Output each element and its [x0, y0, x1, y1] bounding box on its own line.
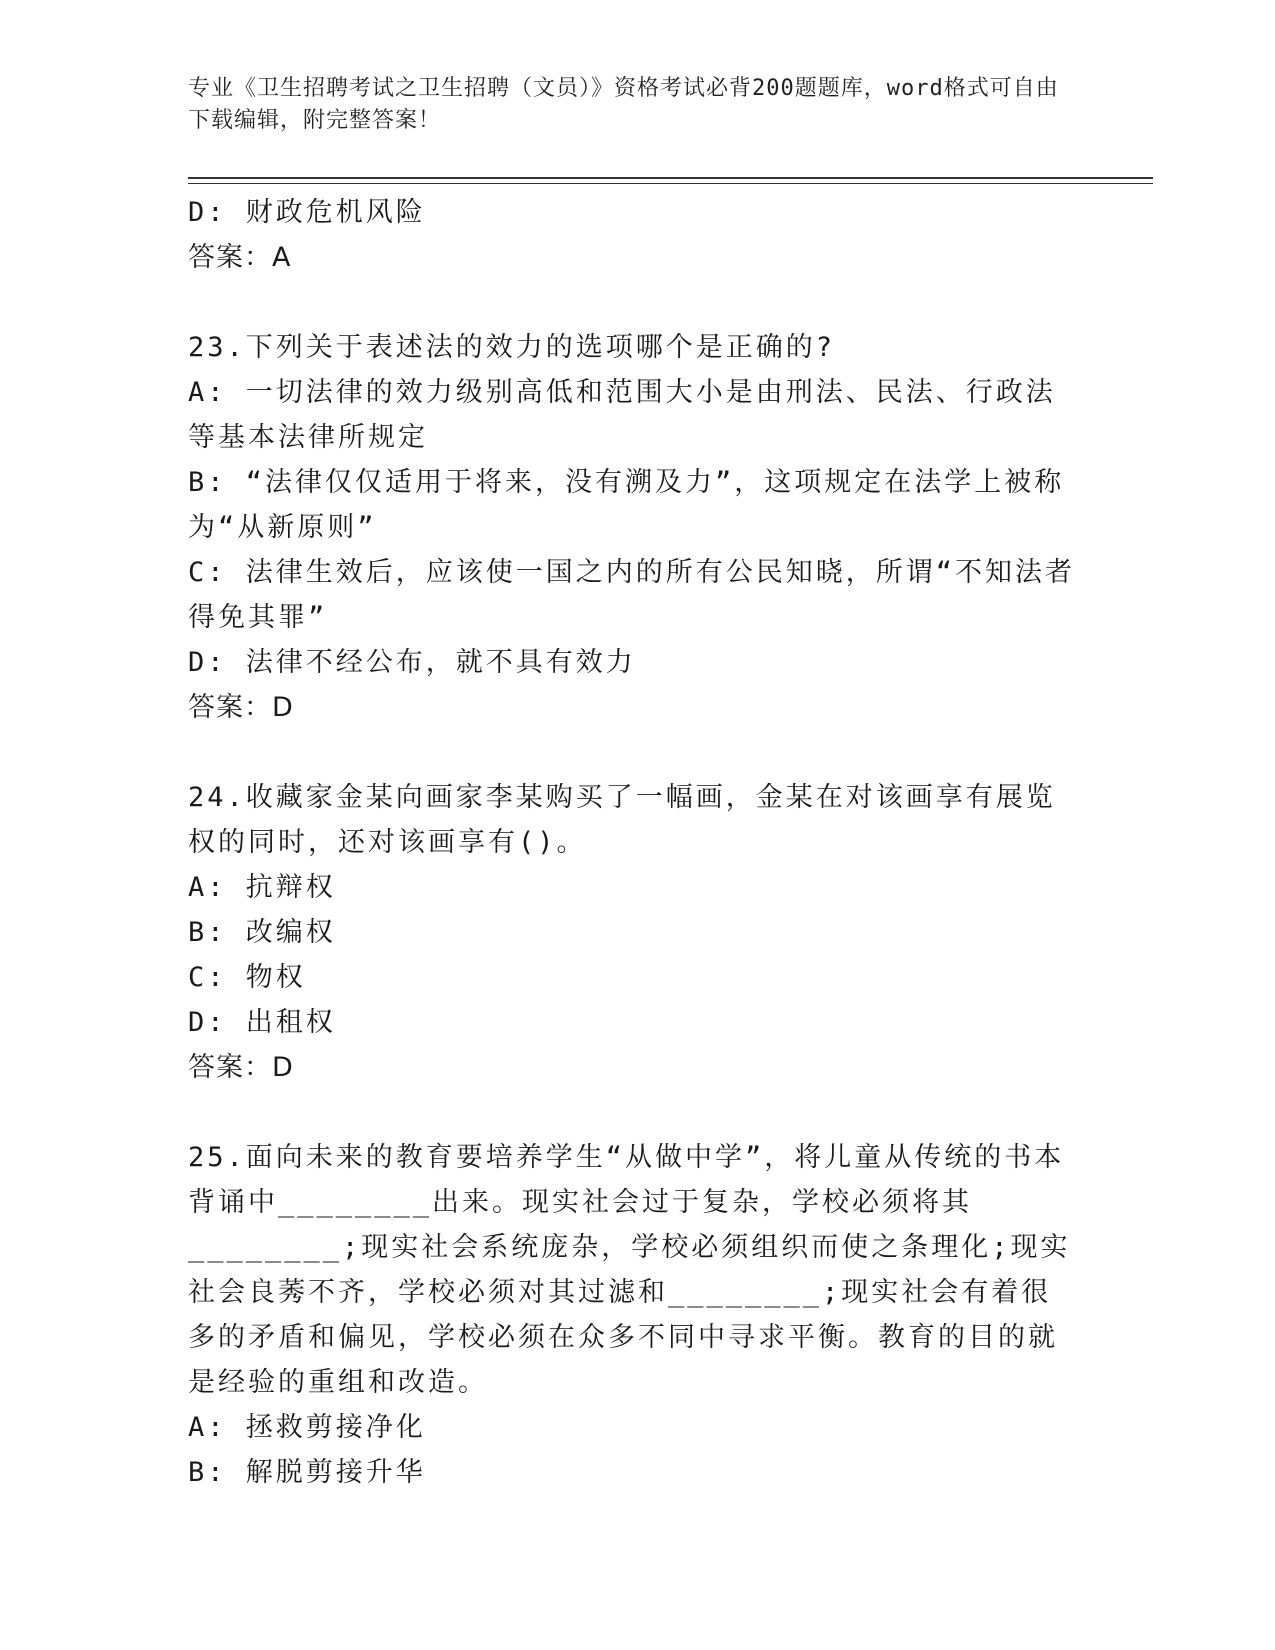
header-text: 专业《卫生招聘考试之卫生招聘（文员）》资格考试必背200题题库，word格式可自由下载编辑，附完整答案！ — [188, 76, 1059, 133]
answer-value: A — [272, 242, 292, 273]
option-d: D: 法律不经公布，就不具有效力 — [188, 647, 636, 678]
option-a: A: 抗辩权 — [188, 872, 336, 903]
spacer — [188, 1090, 1078, 1135]
option-b: B: 改编权 — [188, 917, 336, 948]
answer-label: 答案： — [188, 692, 272, 723]
option-d: D: 出租权 — [188, 1007, 336, 1038]
answer-line — [188, 685, 1078, 730]
option-c: C: 物权 — [188, 962, 306, 993]
option-a: A: 拯救剪接净化 — [188, 1412, 426, 1443]
answer-value: D — [272, 692, 294, 723]
question-24 — [188, 775, 1078, 1090]
option-b: B: 解脱剪接升华 — [188, 1457, 426, 1488]
answer-line — [188, 235, 1078, 280]
option-b: B: “法律仅仅适用于将来，没有溯及力”，这项规定在法学上被称为“从新原则” — [188, 467, 1065, 543]
question-stem: 24.收藏家金某向画家李某购买了一幅画，金某在对该画享有展览权的同时，还对该画享有()。 — [188, 782, 1056, 858]
spacer — [188, 730, 1078, 775]
option-a: A: 一切法律的效力级别高低和范围大小是由刑法、民法、行政法等基本法律所规定 — [188, 377, 1056, 453]
answer-label: 答案： — [188, 1052, 272, 1083]
question-stem: 25.面向未来的教育要培养学生“从做中学”，将儿童从传统的书本背诵中________出来。现实社会过于复杂，学校必须将其________;现实社会系统庞杂，学校必须组织而使之条理化;现实社会良莠不齐，学校必须对其过滤和________;现实社会有着很多的矛盾和偏见，学校必须在众多不同中寻求平衡。教育的目的就是经验的重组和改造。 — [188, 1142, 1071, 1398]
answer-label: 答案： — [188, 242, 272, 273]
header-divider-thick — [188, 177, 1153, 179]
page-header — [188, 73, 1068, 137]
option-c: C: 法律生效后，应该使一国之内的所有公民知晓，所谓“不知法者得免其罪” — [188, 557, 1076, 633]
spacer — [188, 280, 1078, 325]
option-d: D: 财政危机风险 — [188, 197, 426, 228]
page-content — [188, 190, 1078, 1495]
question-stem: 23.下列关于表述法的效力的选项哪个是正确的? — [188, 332, 836, 363]
question-22-fragment — [188, 190, 1078, 280]
header-divider-thin — [188, 183, 1153, 184]
answer-value: D — [272, 1052, 294, 1083]
answer-line — [188, 1045, 1078, 1090]
question-25 — [188, 1135, 1078, 1495]
question-23 — [188, 325, 1078, 730]
